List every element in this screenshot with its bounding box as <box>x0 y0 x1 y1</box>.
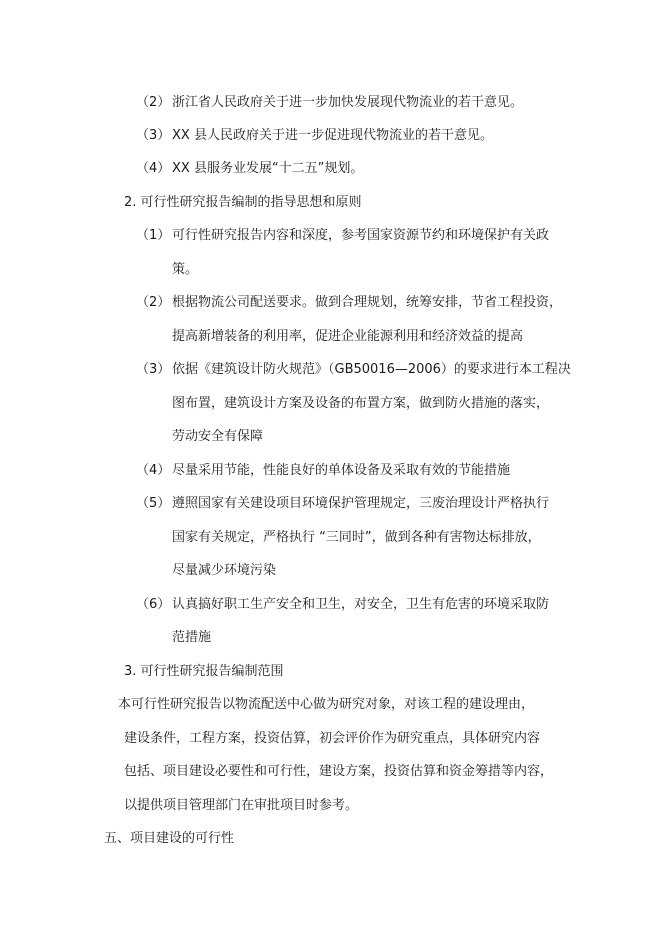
list-number: （4） <box>136 463 171 478</box>
body-paragraph-line: 建设条件，工程方案，投资估算，初会评价作为研究重点，具体研究内容 <box>124 731 541 746</box>
body-paragraph-line: 包括、项目建设必要性和可行性，建设方案，投资估算和资金筹措等内容， <box>124 764 554 779</box>
list-number: （4） <box>136 161 171 176</box>
list-item-text-continued: 范措施 <box>172 630 212 645</box>
list-item-text: 根据物流公司配送要求。做到合理规划，统筹安排，节省工程投资， <box>172 295 563 310</box>
body-paragraph-line: 以提供项目管理部门在审批项目时参考。 <box>124 798 359 813</box>
list-number: （2） <box>136 95 171 110</box>
list-number: （1） <box>136 228 171 243</box>
list-item-text: 尽量采用节能，性能良好的单体设备及采取有效的节能措施 <box>172 463 511 478</box>
list-item-text-continued: 图布置，建筑设计方案及设备的布置方案，做到防火措施的落实， <box>172 396 550 411</box>
section-heading-2: 2. 可行性研究报告编制的指导思想和原则 <box>124 195 362 210</box>
list-item-text-continued: 国家有关规定，严格执行 “三同时”，做到各种有害物达标排放， <box>172 530 541 545</box>
list-item-text: 遵照国家有关建设项目环境保护管理规定，三废治理设计严格执行 <box>172 496 550 511</box>
list-number: （3） <box>136 362 171 377</box>
list-item-text: 可行性研究报告内容和深度，参考国家资源节约和环境保护有关政 <box>172 228 550 243</box>
list-number: （3） <box>136 128 171 143</box>
list-item-text: 认真搞好职工生产安全和卫生，对安全，卫生有危害的环境采取防 <box>172 597 550 612</box>
list-item-text-continued: 提高新增装备的利用率，促进企业能源利用和经济效益的提高 <box>172 329 524 344</box>
list-item-text-continued: 策。 <box>172 262 199 277</box>
list-item-text: 依据《建筑设计防火规范》（GB50016—2006）的要求进行本工程决 <box>172 362 571 377</box>
list-item-text-continued: 尽量减少环境污染 <box>172 563 277 578</box>
list-item-text: 浙江省人民政府关于进一步加快发展现代物流业的若干意见。 <box>172 95 524 110</box>
body-paragraph-line: 本可行性研究报告以物流配送中心做为研究对象，对该工程的建设理由， <box>118 697 535 712</box>
list-item-text: XX 县人民政府关于进一步促进现代物流业的若干意见。 <box>172 128 493 143</box>
list-number: （6） <box>136 597 171 612</box>
list-item-text: XX 县服务业发展“十二五”规划。 <box>172 161 364 176</box>
list-number: （2） <box>136 295 171 310</box>
section-heading-3: 3. 可行性研究报告编制范围 <box>124 664 284 679</box>
chapter-heading-5: 五、项目建设的可行性 <box>104 831 235 846</box>
list-number: （5） <box>136 496 171 511</box>
list-item-text-continued: 劳动安全有保障 <box>172 429 264 444</box>
